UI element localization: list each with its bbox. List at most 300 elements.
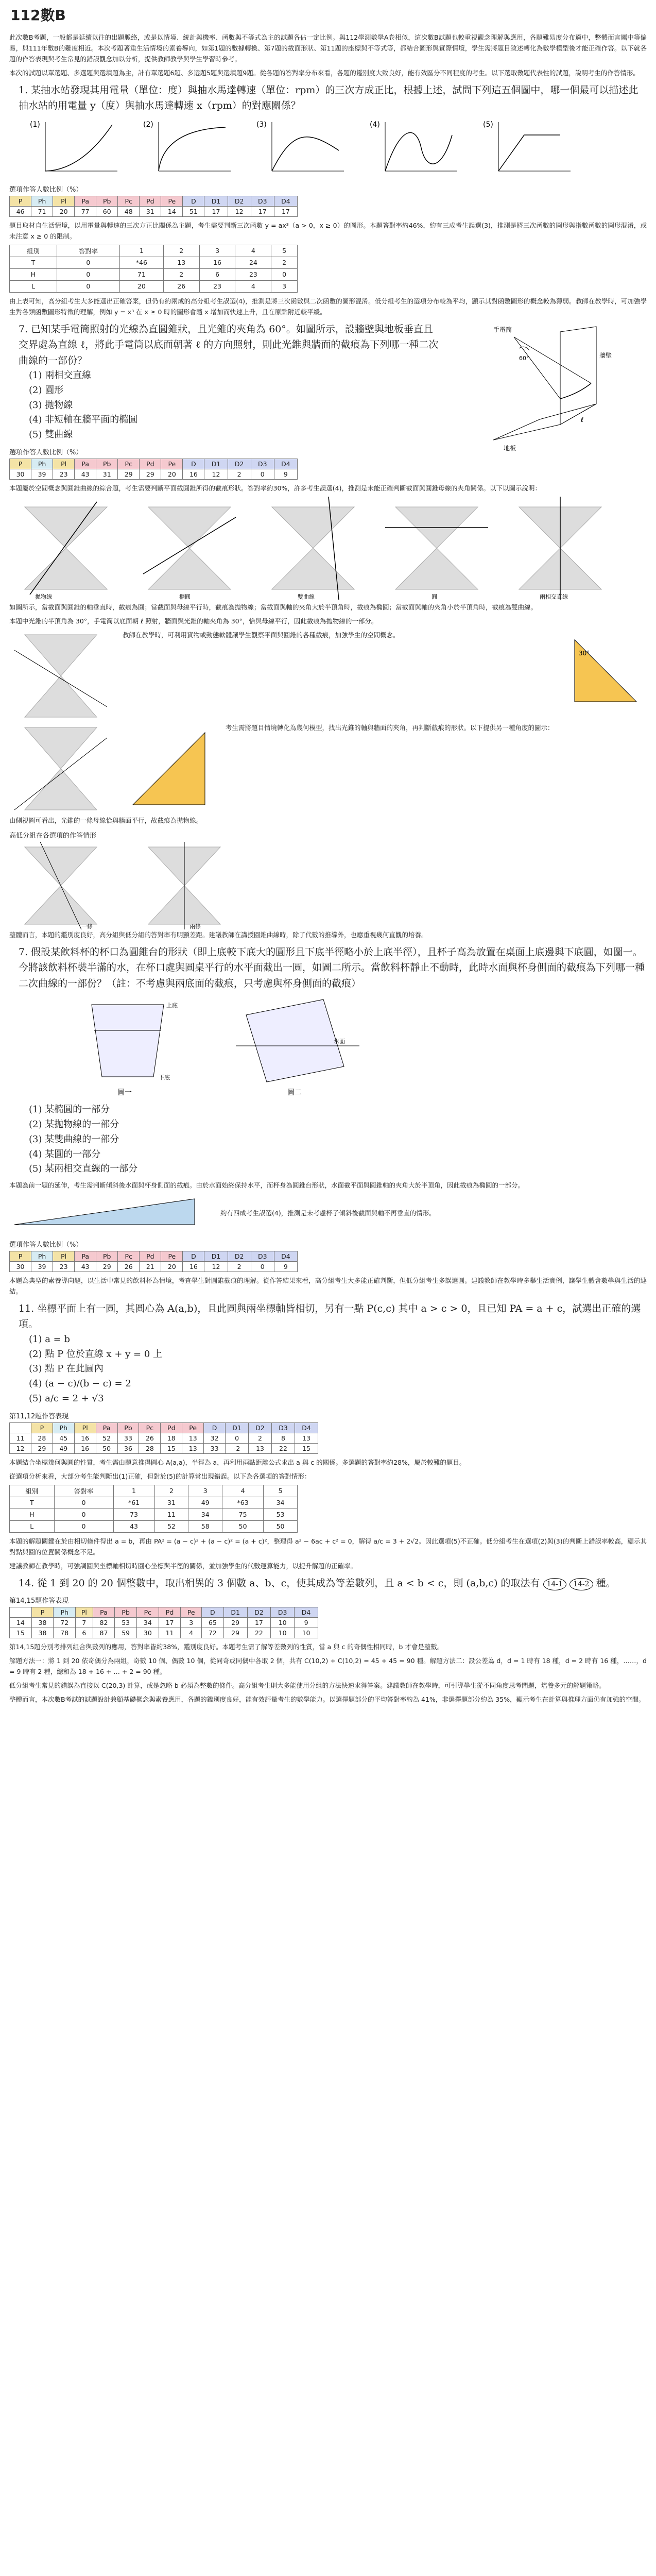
th: Pe	[181, 1607, 202, 1618]
fig2-caption: 圖二	[287, 1089, 302, 1097]
th-pa: Pa	[75, 196, 96, 206]
cell: 65	[202, 1618, 224, 1628]
cell: 16	[183, 469, 204, 479]
th: D1	[226, 1422, 249, 1433]
th: Pl	[53, 1251, 75, 1262]
cell: H	[10, 1509, 55, 1520]
cell: 6	[76, 1628, 93, 1638]
cell: 50	[264, 1520, 298, 1532]
th-d3: D3	[251, 196, 274, 206]
q1-choice-graphs	[25, 117, 647, 179]
question-7a	[19, 321, 441, 443]
cell: 38	[31, 1628, 54, 1638]
cell: 18	[161, 1433, 182, 1443]
q11-detail: 從選項分析來看，大部分考生能判斷出(1)正確，但對於(5)的計算常出現錯誤。以下為各選項的答對情形：	[9, 1472, 311, 1480]
q7a-option-4: (4) 非短軸在牆平面的橢圓	[29, 414, 138, 426]
cell: 52	[96, 1433, 117, 1443]
th	[10, 1607, 32, 1618]
th: D2	[228, 459, 251, 469]
q7b-option-2: (2) 某拋物線的一部分	[29, 1118, 119, 1130]
th: Pe	[161, 1251, 183, 1262]
cell: 21	[140, 1262, 161, 1272]
cell: 72	[54, 1618, 76, 1628]
th: D2	[228, 1251, 251, 1262]
q7a-cone2-row	[9, 842, 647, 929]
th: P	[31, 1607, 54, 1618]
th: P	[10, 459, 31, 469]
q1-note: 題目取材自生活情境，以用電量與轉速的三次方正比關係為主題，考生需要判斷三次函數 y = ax³（a > 0，x ≥ 0）的圖形。本題答對率約46%，約有三成考生誤選(3)，推測是將三次函數的圖形與指數函數的圖形混淆，或未注意 x ≥ 0 的限制。	[9, 221, 647, 240]
tri-angle-label: 30°	[579, 649, 590, 657]
cell: 34	[137, 1618, 159, 1628]
q11-group-table	[9, 1485, 298, 1533]
q7a-option-2: (2) 圓形	[29, 384, 64, 396]
th: D4	[295, 1422, 318, 1433]
th-pe: Pe	[161, 196, 183, 206]
q11-note: 本題結合坐標幾何與圓的性質，考生需由題意推得圓心 A(a,a)，半徑為 a，再利用兩點距離公式求出 a 與 c 的關係。多選題的答對率約28%，屬於較難的題目。	[9, 1458, 466, 1466]
cell: 73	[113, 1509, 154, 1520]
th-d4: D4	[274, 196, 297, 206]
q7b-table-caption: 選項作答人數比例（%）	[9, 1241, 83, 1249]
q1-stats-table	[9, 196, 298, 217]
q7b-discussion: 本題為典型的素養導向題，以生活中常見的飲料杯為情境，考查學生對圓錐截痕的理解。從作答結果來看，高分組考生大多能正確判斷，但低分組考生多誤選圓。建議教師在教學時多舉生活實例，讓學生體會數學與生活的連結。	[9, 1277, 647, 1296]
cell: 29	[31, 1443, 53, 1453]
q11-table-caption: 第11,12題作答表現	[9, 1412, 69, 1420]
cell: -2	[226, 1443, 249, 1453]
th: D4	[274, 459, 297, 469]
cell: 0	[54, 1520, 113, 1532]
q11-conclusion: 建議教師在教學時，可強調圓與坐標軸相切時圓心坐標與半徑的關係，並加強學生的代數運算能力，以提升解題的正確率。	[9, 1562, 357, 1570]
th	[10, 1422, 31, 1433]
cell: 0	[54, 1497, 113, 1509]
question-14-tail: 種。	[596, 1577, 616, 1589]
q7a-tri-row-2	[9, 722, 647, 815]
th: Pe	[182, 1422, 204, 1433]
cell: 15	[161, 1443, 182, 1453]
th: Pd	[159, 1607, 181, 1618]
q7a-side-view-2	[9, 722, 112, 815]
fig1-top-label: 上底	[166, 1002, 178, 1009]
cell: L	[10, 280, 57, 292]
cell: 72	[202, 1628, 224, 1638]
th: Pd	[161, 1422, 182, 1433]
q7b-cup-figures	[71, 994, 647, 1097]
cell: 32	[204, 1433, 226, 1443]
cell: 60	[96, 206, 118, 216]
cell: 4	[181, 1628, 202, 1638]
cone-label-circle: 圓	[431, 593, 437, 600]
th: Ph	[31, 459, 53, 469]
q7a-side-view-1	[9, 630, 112, 722]
cell: 3	[188, 1485, 222, 1497]
q7a-detail-2: 本題中光錐的半頂角為 30°，手電筒以底面朝 ℓ 照射，牆面與光錐的軸夾角為 30°，恰與母線平行，因此截痕為拋物線的一部分。	[9, 617, 378, 625]
cell: 28	[31, 1433, 53, 1443]
cell: 34	[264, 1497, 298, 1509]
cell: 2	[163, 245, 199, 257]
cell: H	[10, 268, 57, 280]
th: Ph	[53, 1422, 74, 1433]
cell: 75	[222, 1509, 264, 1520]
intro-paragraph: 此次數B考題，一般都是延續以往的出題脈絡，或是以情境、統計與機率、函數與不等式為主的試題各佔一定比例。與112學測數學A卷相似，這次數B試題也較重視觀念理解與應用，各題難易度分布適中，整體而言屬中等偏易，與111年數B的難度相近。本次考題著重生活情境的素養導向，如第1題的數據轉換、第7題的截面形狀、第11題的座標與不等式等，都結合圖形與實際情境，學生需將題目敘述轉化為數學模型後才能正確作答。以下就各題的作答表現與考生常見的錯誤觀念加以分析，提供教師教學與學生學習時參考。	[9, 33, 647, 63]
cell: 2	[271, 257, 298, 268]
q7a-triangle-figure	[564, 630, 647, 712]
q1-graphs-svg	[25, 117, 591, 179]
cone-label-lines: 兩相交直線	[540, 593, 568, 600]
th: D	[204, 1422, 226, 1433]
question-14-text: 14. 從 1 到 20 的 20 個整數中，取出相異的 3 個數 a、b、c，使其成為等差數列，且 a < b < c，則 (a,b,c) 的取法有	[19, 1577, 540, 1589]
cell: 12	[10, 1443, 31, 1453]
cell: 17	[159, 1618, 181, 1628]
question-1	[19, 82, 647, 114]
cell: 3	[181, 1618, 202, 1628]
cell: 13	[163, 257, 199, 268]
fig2-water-label: 水面	[334, 1038, 345, 1045]
question-11-text: 11. 坐標平面上有一圓，其圓心為 A(a,b)，且此圓與兩坐標軸皆相切，另有一點 P(c,c) 其中 a > c > 0，且已知 PA = a + c，試選出正確的選項。	[19, 1303, 641, 1330]
question-7b	[19, 944, 647, 991]
cell: 0	[54, 1509, 113, 1520]
cell: 29	[223, 1628, 247, 1638]
th: Ph	[31, 1251, 53, 1262]
th: D3	[272, 1422, 295, 1433]
cell: 29	[140, 469, 161, 479]
th: Pc	[137, 1607, 159, 1618]
cell: 53	[264, 1509, 298, 1520]
cell: 17	[247, 1618, 271, 1628]
cell: 87	[93, 1628, 115, 1638]
cell: T	[10, 257, 57, 268]
cell: 2	[154, 1485, 188, 1497]
cell: T	[10, 1497, 55, 1509]
cell: 51	[183, 206, 204, 216]
cell: 23	[53, 469, 75, 479]
cell: 33	[117, 1433, 139, 1443]
cell: 17	[251, 206, 274, 216]
cell: 6	[199, 268, 235, 280]
cell: 11	[10, 1433, 31, 1443]
th: D1	[204, 459, 228, 469]
cell: 15	[10, 1628, 32, 1638]
question-7a-text: 7. 已知某手電筒照射的光線為直圓錐狀，且光錐的夾角為 60°。如圖所示，設牆壁與地板垂直且交界處為直線 ℓ，將此手電筒以底面朝著 ℓ 的方向照射，則此光錐與牆面的截痕為下列哪一種二次曲線的一部份？	[19, 323, 439, 366]
cell: 48	[118, 206, 140, 216]
th: Pl	[76, 1607, 93, 1618]
cell: 2	[228, 469, 251, 479]
cell: 0	[271, 268, 298, 280]
cell: *63	[222, 1497, 264, 1509]
q7b-detail: 約有四成考生誤選(4)，推測是未考慮杯子傾斜後截面與軸不再垂直的情形。	[220, 1209, 436, 1217]
q7a-cone-fig-b	[133, 842, 236, 929]
cell: 答對率	[57, 245, 119, 257]
cell: 4	[235, 245, 271, 257]
q7a-detail-5: 由側視圖可看出，光錐的一條母線恰與牆面平行，故截痕為拋物線。	[9, 816, 203, 824]
cell: 33	[204, 1443, 226, 1453]
cell: 49	[188, 1497, 222, 1509]
cell: 71	[119, 268, 163, 280]
question-14	[19, 1575, 647, 1591]
q7a-stats-table	[9, 459, 298, 480]
cell: 23	[235, 268, 271, 280]
cell: 23	[199, 280, 235, 292]
cone-label-hyperbola: 雙曲線	[298, 593, 315, 600]
cell: 2	[228, 1262, 251, 1272]
cell: 16	[74, 1443, 96, 1453]
cell: 0	[57, 257, 119, 268]
cell: 13	[182, 1443, 204, 1453]
cell: 13	[182, 1433, 204, 1443]
q1-group-table	[9, 245, 298, 293]
th-pc: Pc	[118, 196, 140, 206]
q11-discussion: 本題的解題關鍵在於由相切條件得出 a = b，再由 PA² = (a − c)² + (a − c)² = (a + c)²，整理得 a² − 6ac + c² = 0，解得 a/c = 3 + 2√2。因此選項(5)不正確。低分組考生在選項(2)與(3)的判斷上錯誤率較高，顯示其對點與圓的位置關係概念不足。	[9, 1537, 647, 1556]
cell: 29	[96, 1262, 118, 1272]
th: Pd	[140, 459, 161, 469]
th: Pc	[139, 1422, 161, 1433]
cone-label-ellipse: 橢圓	[179, 593, 191, 600]
cell: 14	[10, 1618, 32, 1628]
th: Pa	[96, 1422, 117, 1433]
cell: 4	[222, 1485, 264, 1497]
cell: 0	[57, 268, 119, 280]
q14-stats-table	[9, 1607, 318, 1638]
cell: 45	[53, 1433, 74, 1443]
q7a-table-caption: 選項作答人數比例（%）	[9, 448, 83, 456]
cell: 1	[113, 1485, 154, 1497]
q7b-note: 本題為前一題的延伸，考生需判斷傾斜後水面與杯身側面的截痕。由於水面始終保持水平，而杯身為圓錐台形狀，水面截平面與圓錐軸的夾角大於半頂角，因此截痕為橢圓的一部分。	[9, 1181, 525, 1190]
th-d1: D1	[204, 196, 228, 206]
th: D	[183, 459, 204, 469]
cell: 11	[159, 1628, 181, 1638]
cell: 71	[31, 206, 53, 216]
q14-discussion: 低分組考生常見的錯誤為直接以 C(20,3) 計算，或是忽略 b 必須為整數的條件。高分組考生則大多能使用分組的方法快速求得答案。建議教師在教學時，可引導學生從不同角度思考問題，培養多元的解題策略。	[9, 1682, 606, 1690]
cell: 16	[74, 1433, 96, 1443]
q7a-tri-row	[9, 630, 647, 722]
q14-blank-1: 14-1	[543, 1578, 566, 1590]
th: Pa	[93, 1607, 115, 1618]
th: D2	[249, 1422, 272, 1433]
th: D1	[204, 1251, 228, 1262]
cell: 82	[93, 1618, 115, 1628]
q7a-flashlight-figure	[483, 321, 617, 455]
label-flashlight: 手電筒	[493, 326, 512, 333]
label-line-l: ℓ	[581, 416, 584, 424]
cell: *46	[119, 257, 163, 268]
cell: 11	[154, 1509, 188, 1520]
cell: 15	[295, 1443, 318, 1453]
th: D3	[271, 1607, 295, 1618]
cell: 20	[53, 206, 75, 216]
q1-discussion: 由上表可知，高分組考生大多能選出正確答案，但仍有約兩成的高分組考生誤選(4)，推測是將三次函數與二次函數的圖形混淆。低分組考生的選項分布較為平均，顯示其對函數圖形的概念較為薄弱。教師在教學時，可加強學生對各類函數圖形特徵的理解，例如 y = x³ 在 x ≥ 0 時的圖形會隨 x 增加而快速上升，且在原點附近較平緩。	[9, 297, 647, 316]
th: Pb	[96, 1251, 118, 1262]
th: D4	[274, 1251, 297, 1262]
th: Pd	[140, 1251, 161, 1262]
q11-stats-table	[9, 1422, 318, 1454]
section-lead: 本次的試題以單選題、多選題與選填題為主，計有單選題6題、多選題5題與選填題9題。從各題的答對率分布來看，各題的鑑別度大致良好，能有效區分不同程度的考生。以下選取數題代表性的試題，說明考生的作答情形。	[9, 69, 640, 77]
cell: 31	[96, 469, 118, 479]
th: Pa	[75, 1251, 96, 1262]
th-pb: Pb	[96, 196, 118, 206]
th-pd: Pd	[140, 196, 161, 206]
cell: 12	[204, 469, 228, 479]
q7a-note: 本題屬於空間概念與圓錐曲線的綜合題，考生需要判斷平面截圓錐所得的截痕形狀。答對率約30%，許多考生誤選(4)，推測是未能正確判斷截面與圓錐母線的夾角關係。以下以圖示說明：	[9, 484, 541, 492]
q1-stats-header-row	[10, 196, 298, 206]
q11-option-5: (5) a/c = 2 + √3	[29, 1393, 104, 1404]
cell: 1	[119, 245, 163, 257]
q11-option-2: (2) 點 P 位於直線 x + y = 0 上	[29, 1348, 163, 1360]
cell: 組別	[10, 1485, 55, 1497]
th: Pc	[118, 459, 140, 469]
cell: 3	[271, 280, 298, 292]
q11-option-3: (3) 點 P 在此圓內	[29, 1363, 103, 1375]
cell: *61	[113, 1497, 154, 1509]
cell: 12	[204, 1262, 228, 1272]
th-pl: Pl	[53, 196, 75, 206]
cell: 31	[140, 206, 161, 216]
cell: 78	[54, 1628, 76, 1638]
cell: 39	[31, 1262, 53, 1272]
th: Pl	[74, 1422, 96, 1433]
th: Pb	[96, 459, 118, 469]
th: D3	[251, 459, 274, 469]
cell: 9	[274, 1262, 297, 1272]
cell: 0	[57, 280, 119, 292]
cell: 2	[163, 268, 199, 280]
cell: 23	[53, 1262, 75, 1272]
q7a-option-3: (3) 拋物線	[29, 399, 73, 411]
cell: 20	[161, 469, 183, 479]
q7b-option-4: (4) 某圓的一部分	[29, 1148, 101, 1160]
q7a-option-1: (1) 兩相交直線	[29, 369, 92, 381]
q7a-detail-3: 教師在教學時，可利用實物或動態軟體讓學生觀察平面與圓錐的各種截痕，加強學生的空間概念。	[123, 631, 400, 639]
cell: 組別	[10, 245, 57, 257]
q7b-shape-figure	[9, 1194, 205, 1235]
q7b-option-1: (1) 某橢圓的一部分	[29, 1104, 110, 1115]
q7b-shape-row	[9, 1194, 647, 1235]
cell: 30	[10, 469, 31, 479]
th: Pa	[75, 459, 96, 469]
q7a-cone-fig-a	[9, 842, 112, 929]
cell: 24	[235, 257, 271, 268]
cell: 43	[113, 1520, 154, 1532]
cell: 13	[249, 1443, 272, 1453]
th: P	[31, 1422, 53, 1433]
cell: 9	[295, 1618, 318, 1628]
q11-option-4: (4) (a − c)/(b − c) = 2	[29, 1378, 131, 1389]
label-angle: 60°	[519, 354, 529, 362]
fig1-caption: 圖一	[117, 1089, 132, 1097]
q1-choice-label-2: (2)	[143, 120, 153, 129]
cell: 16	[183, 1262, 204, 1272]
cell: L	[10, 1520, 55, 1532]
cell: 77	[75, 206, 96, 216]
cell: 20	[119, 280, 163, 292]
cell: 7	[76, 1618, 93, 1628]
cell: 4	[235, 280, 271, 292]
cell: 5	[264, 1485, 298, 1497]
cone2-label-two: 兩條	[189, 923, 201, 929]
cell: 0	[251, 469, 274, 479]
cell: 52	[154, 1520, 188, 1532]
cell: 34	[188, 1509, 222, 1520]
cell: 22	[247, 1628, 271, 1638]
cell: 46	[10, 206, 31, 216]
cell: 49	[53, 1443, 74, 1453]
label-floor: 地板	[504, 444, 516, 452]
th-d2: D2	[228, 196, 251, 206]
q11-option-1: (1) a = b	[29, 1333, 70, 1345]
cell: 29	[118, 469, 140, 479]
th-p: P	[10, 196, 31, 206]
cone-section-figures	[9, 497, 646, 600]
q7b-options	[19, 1103, 647, 1177]
q14-note: 第14,15題分別考排列組合與數列的應用，答對率皆約38%，鑑別度良好。本題考生需了解等差數列的性質，當 a 與 c 的奇偶性相同時，b 才會是整數。	[9, 1643, 444, 1651]
th: D3	[251, 1251, 274, 1262]
q1-stats-row	[10, 206, 298, 216]
cell: 10	[271, 1628, 295, 1638]
cell: 16	[199, 257, 235, 268]
cell: 29	[223, 1618, 247, 1628]
cell: 43	[75, 1262, 96, 1272]
q7b-figure-2	[231, 994, 365, 1097]
label-wall: 牆壁	[599, 351, 612, 359]
cell: 3	[199, 245, 235, 257]
q7a-detail-4: 考生需將題目情境轉化為幾何模型，找出光錐的軸與牆面的夾角，再判斷截痕的形狀。以下提供另一種角度的圖示：	[226, 723, 554, 732]
cell: 30	[137, 1628, 159, 1638]
th: D2	[247, 1607, 271, 1618]
th: D1	[223, 1607, 247, 1618]
cell: 26	[118, 1262, 140, 1272]
cell: 53	[115, 1618, 137, 1628]
q7a-option-5: (5) 雙曲線	[29, 429, 73, 440]
cell: 43	[75, 469, 96, 479]
cell: 58	[188, 1520, 222, 1532]
cell: 12	[228, 206, 251, 216]
cell: 36	[117, 1443, 139, 1453]
cell: 10	[271, 1618, 295, 1628]
cell: 8	[272, 1433, 295, 1443]
cell: 0	[251, 1262, 274, 1272]
th: Ph	[54, 1607, 76, 1618]
cell: 20	[161, 1262, 183, 1272]
q14-table-caption: 第14,15題作答表現	[9, 1597, 69, 1605]
q7b-stats-table	[9, 1251, 298, 1272]
cell: 28	[139, 1443, 161, 1453]
q14-blank-2: 14-2	[569, 1578, 593, 1590]
cell: 50	[96, 1443, 117, 1453]
cell: 13	[295, 1433, 318, 1443]
th-d: D	[183, 196, 204, 206]
cell: 17	[274, 206, 297, 216]
question-11	[19, 1301, 647, 1406]
th: Pb	[117, 1422, 139, 1433]
q7a-conclusion: 整體而言，本題的鑑別度良好，高分組與低分組的答對率有明顯差距。建議教師在講授圓錐曲線時，除了代數的推導外，也應重視幾何直觀的培養。	[9, 930, 428, 939]
cell: 17	[204, 206, 228, 216]
cell: 9	[274, 469, 297, 479]
th: D	[183, 1251, 204, 1262]
q1-choice-label-4: (4)	[370, 120, 380, 129]
cell: 22	[272, 1443, 295, 1453]
q14-conclusion: 整體而言，本次數B考試的試題設計兼顧基礎概念與素養應用，各題的鑑別度良好，能有效評量考生的數學能力。以選擇題部分的平均答對率約為 41%，非選擇題部分約為 35%，顯示考生在計算與推理方面仍有加強的空間。	[9, 1696, 645, 1704]
th: D4	[295, 1607, 318, 1618]
th: D	[202, 1607, 224, 1618]
th-ph: Ph	[31, 196, 53, 206]
th: Pe	[161, 459, 183, 469]
q7b-option-3: (3) 某雙曲線的一部分	[29, 1133, 119, 1145]
cell: 59	[115, 1628, 137, 1638]
cell: 0	[226, 1433, 249, 1443]
cell: 38	[31, 1618, 54, 1628]
th: Pl	[53, 459, 75, 469]
q14-detail: 解題方法一：將 1 到 20 依奇偶分為兩組，奇數 10 個、偶數 10 個，從同奇或同偶中各取 2 個，共有 C(10,2) + C(10,2) = 45 + 45 = 90 種。解題方法二：設公差為 d，d = 1 時有 18 種，d = 2 時有 16 種，……，d = 9 時有 2 種，總和為 18 + 16 + … + 2 = 90 種。	[9, 1657, 647, 1676]
q1-choice-label-3: (3)	[256, 120, 267, 129]
cell: 31	[154, 1497, 188, 1509]
cell: 39	[31, 469, 53, 479]
